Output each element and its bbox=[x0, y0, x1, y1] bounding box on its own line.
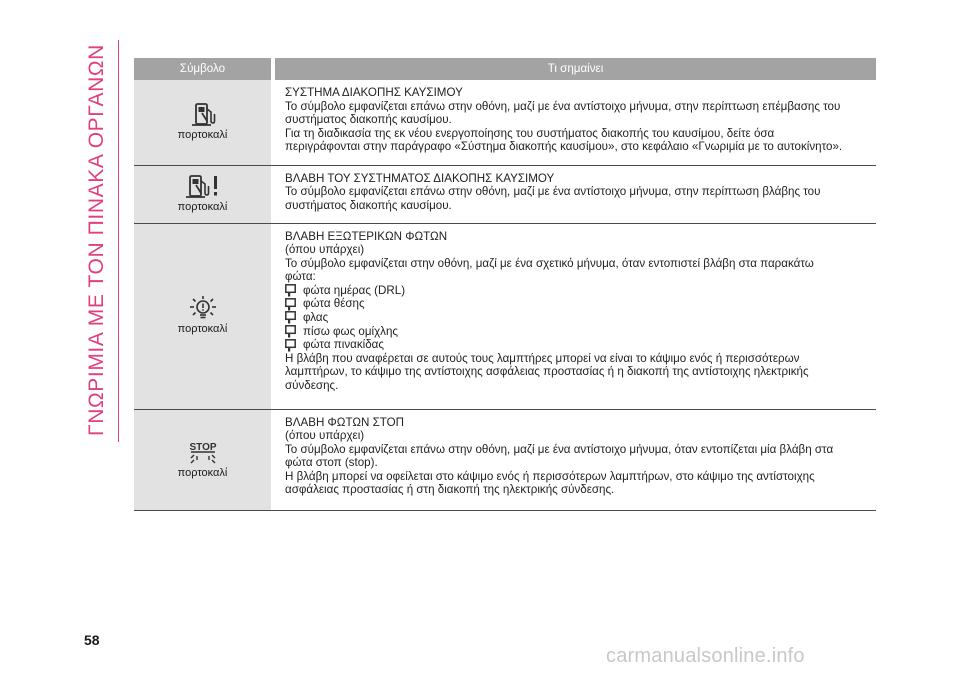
text-line: Η βλάβη που αναφέρεται σε αυτούς τους λαμπτήρες μπορεί να είναι το κάψιμο ενός ή περισσότερων bbox=[285, 351, 800, 365]
list-item: φώτα θέσης bbox=[285, 297, 872, 311]
table-row bbox=[134, 80, 876, 165]
text-line: Η βλάβη μπορεί να οφείλεται στο κάψιμο ενός ή περισσότερων λαμπτήρων, στο κάψιμο της αντίστοιχης bbox=[285, 469, 815, 483]
meaning-cell bbox=[275, 165, 876, 223]
text-line: ασφάλειας προστασίας ή στη διακοπή της ηλεκτρικής σύνδεσης. bbox=[285, 483, 615, 497]
header-meaning: Τι σημαίνει bbox=[275, 58, 876, 80]
text-line: συστήματος διακοπής καυσίμου. bbox=[285, 113, 452, 127]
color-label: πορτοκαλί bbox=[177, 466, 228, 479]
stop-lights-fault-icon bbox=[186, 439, 220, 465]
list-item: πίσω φως ομίχλης bbox=[285, 325, 872, 339]
table-row bbox=[134, 409, 876, 510]
text-line: Το σύμβολο εμφανίζεται στην οθόνη, μαζί με ένα σχετικό μήνυμα, όταν εντοπιστεί βλάβη στα παρακάτω bbox=[285, 256, 814, 270]
bulb-bullet-icon bbox=[285, 298, 296, 311]
text-line: Το σύμβολο εμφανίζεται επάνω στην οθόνη, μαζί με ένα αντίστοιχο μήνυμα, στην περίπτωση βλάβης του bbox=[285, 185, 821, 199]
symbol-cell bbox=[134, 80, 271, 165]
list-item: φλας bbox=[285, 311, 872, 325]
list-item: φώτα πινακίδας bbox=[285, 338, 872, 352]
table-row bbox=[134, 223, 876, 409]
row-title: ΒΛΑΒΗ ΤΟΥ ΣΥΣΤΗΜΑΤΟΣ ΔΙΑΚΟΠΗΣ ΚΑΥΣΙΜΟΥ bbox=[285, 171, 555, 185]
row-title: ΒΛΑΒΗ ΦΩΤΩΝ ΣΤΟΠ bbox=[285, 415, 405, 429]
text-line: περιγράφονται στην παράγραφο «Σύστημα διακοπής καυσίμου», στο κεφάλαιο «Γνωριμία με το αυτοκίνητο». bbox=[285, 140, 843, 154]
table-header-row bbox=[134, 58, 876, 80]
meaning-cell bbox=[275, 223, 876, 409]
bulb-bullet-icon bbox=[285, 325, 296, 338]
text-line: σύνδεσης. bbox=[285, 379, 339, 393]
exterior-lights-fault-icon bbox=[188, 295, 218, 321]
color-label: πορτοκαλί bbox=[177, 129, 228, 142]
warning-symbols-table bbox=[134, 58, 876, 511]
bulb-bullet-icon bbox=[285, 311, 296, 324]
fuel-cutoff-fault-icon bbox=[184, 173, 222, 199]
stop-icon-text: STOP bbox=[188, 441, 217, 453]
meaning-cell bbox=[275, 80, 876, 165]
text-line: Το σύμβολο εμφανίζεται επάνω στην οθόνη, μαζί με ένα αντίστοιχο μήνυμα, όταν εντοπίζεται μία βλάβη στα bbox=[285, 442, 834, 456]
text-line: φώτα στοπ (stop). bbox=[285, 456, 378, 470]
symbol-cell bbox=[134, 165, 271, 223]
text-line: λαμπτήρων, το κάψιμο της αντίστοιχης ασφάλειας προστασίας ή η διακοπή της αντίστοιχης ηλεκτρικής bbox=[285, 365, 809, 379]
header-symbol: Σύμβολο bbox=[134, 58, 271, 80]
bulb-bullet-icon bbox=[285, 339, 296, 352]
text-line: (όπου υπάρχει) bbox=[285, 243, 365, 257]
symbol-cell bbox=[134, 223, 271, 409]
color-label: πορτοκαλί bbox=[177, 323, 228, 336]
meaning-cell bbox=[275, 409, 876, 510]
lamp-list bbox=[285, 284, 872, 352]
row-title: ΒΛΑΒΗ ΕΞΩΤΕΡΙΚΩΝ ΦΩΤΩΝ bbox=[285, 229, 448, 243]
table-row bbox=[134, 165, 876, 223]
color-label: πορτοκαλί bbox=[177, 201, 228, 214]
bulb-bullet-icon bbox=[285, 284, 296, 297]
fuel-cutoff-system-icon bbox=[188, 101, 218, 127]
text-line: φώτα: bbox=[285, 270, 316, 284]
watermark-text: carmanualsonline.info bbox=[606, 645, 805, 667]
list-item: φώτα ημέρας (DRL) bbox=[285, 284, 872, 298]
text-line: Για τη διαδικασία της εκ νέου ενεργοποίησης του συστήματος διακοπής του καυσίμου, δείτε όσα bbox=[285, 126, 775, 140]
text-line: (όπου υπάρχει) bbox=[285, 429, 365, 443]
text-line: Το σύμβολο εμφανίζεται επάνω στην οθόνη, μαζί με ένα αντίστοιχο μήνυμα, στην περίπτωση επέμβασης του bbox=[285, 99, 841, 113]
symbol-cell bbox=[134, 409, 271, 510]
text-line: συστήματος διακοπής καυσίμου. bbox=[285, 198, 452, 212]
row-title: ΣΥΣΤΗΜΑ ΔΙΑΚΟΠΗΣ ΚΑΥΣΙΜΟΥ bbox=[285, 86, 463, 99]
section-title-vertical: ΓΝΩΡΙΜΙΑ ΜΕ ΤΟΝ ΠΙΝΑΚΑ ΟΡΓΑΝΩΝ bbox=[85, 44, 108, 436]
page-number: 58 bbox=[84, 632, 100, 648]
section-divider-line bbox=[118, 40, 119, 442]
